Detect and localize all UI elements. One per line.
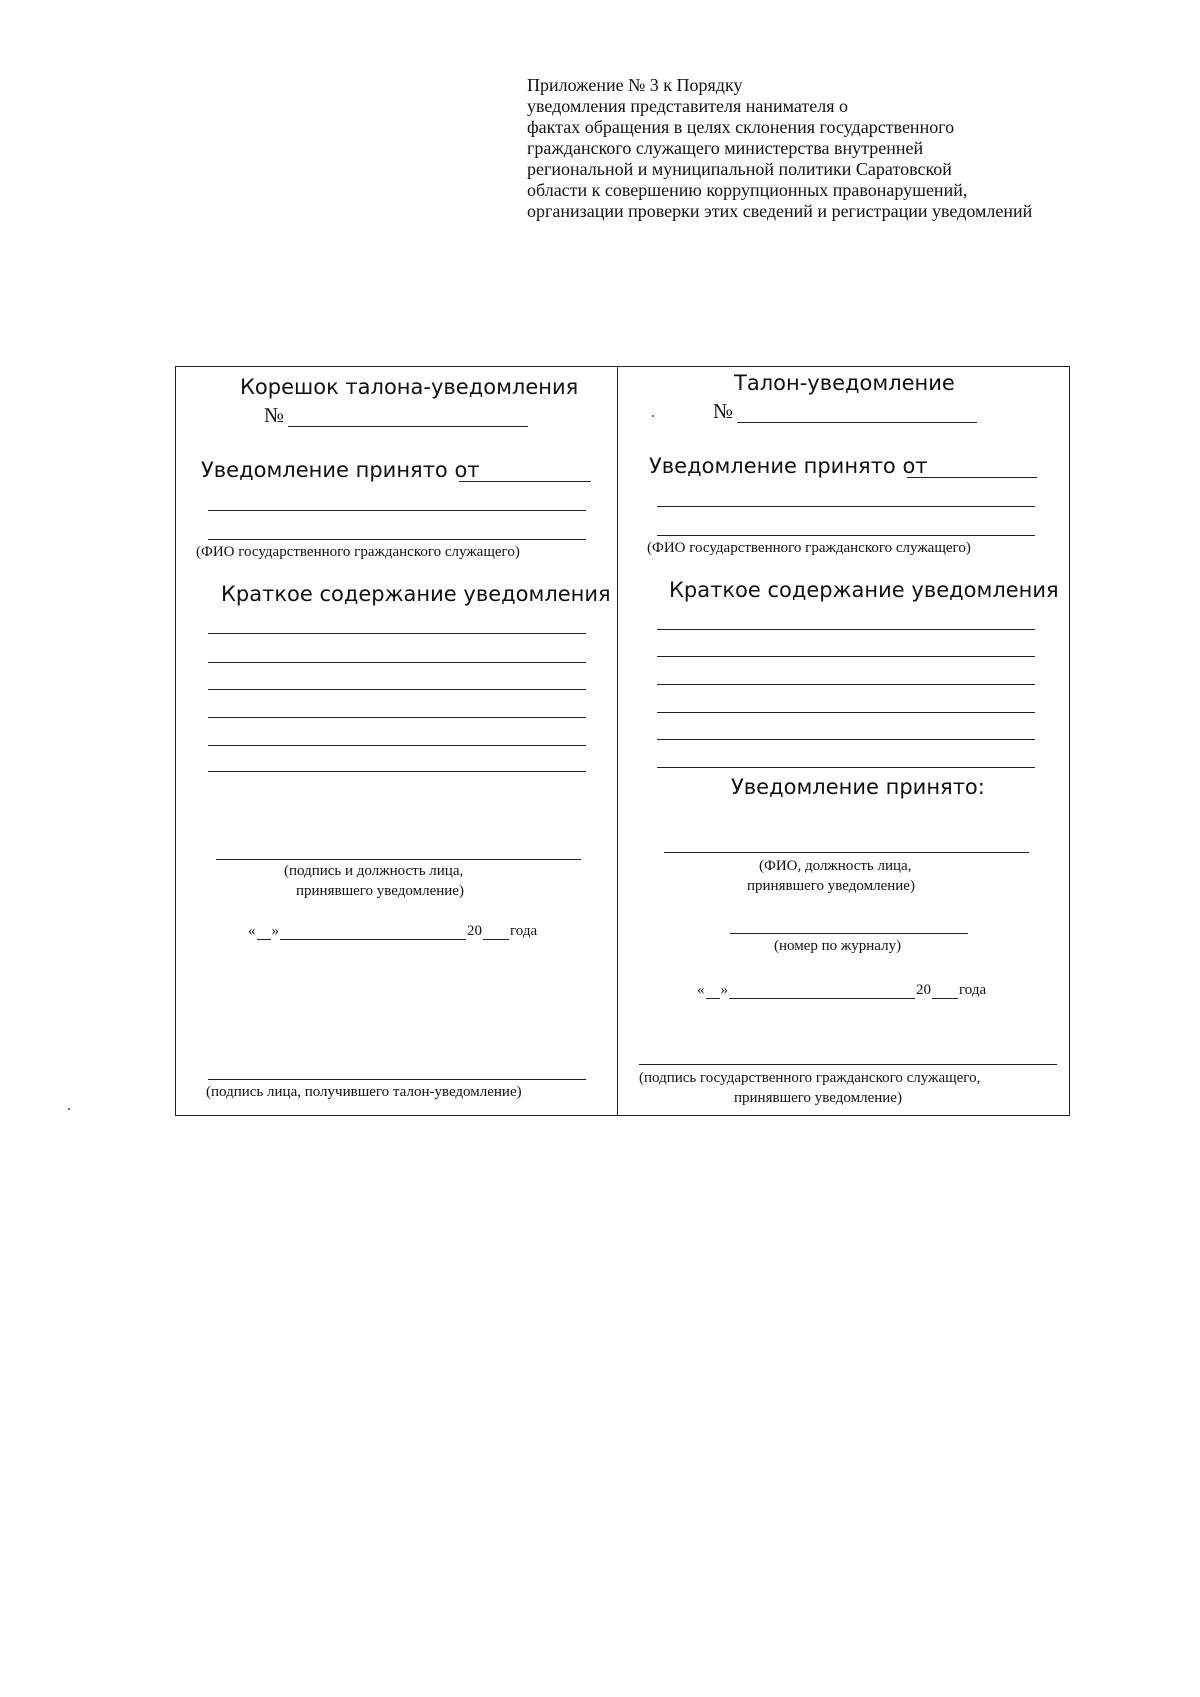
stub-received-from: Уведомление принято от <box>201 458 480 482</box>
notification-form <box>175 366 1070 1116</box>
stub-summary-line[interactable] <box>208 633 586 634</box>
scan-dot <box>68 1108 70 1110</box>
stub-summary-line[interactable] <box>208 745 586 746</box>
stub-summary-line[interactable] <box>208 717 586 718</box>
stub-fio-field-line[interactable] <box>208 539 586 540</box>
ticket-column <box>619 367 1069 1115</box>
ticket-summary-line[interactable] <box>657 767 1035 768</box>
date-month-field[interactable] <box>280 925 466 940</box>
date-close-quote: » <box>720 982 728 998</box>
ticket-received-from: Уведомление принято от <box>649 454 928 478</box>
column-divider <box>617 367 618 1115</box>
appendix-header <box>527 75 1147 222</box>
ticket-signature-field[interactable] <box>639 1064 1057 1065</box>
stub-number-label: № <box>264 403 285 427</box>
stub-date <box>248 923 537 940</box>
stub-title: Корешок талона-уведомления <box>240 375 579 399</box>
stub-summary-line[interactable] <box>208 771 586 772</box>
ticket-fio-field-line[interactable] <box>657 535 1035 536</box>
ticket-title: Талон-уведомление <box>734 371 955 395</box>
date-year-field[interactable] <box>932 984 958 999</box>
ticket-signature-caption-1: (подпись государственного гражданского служащего, <box>639 1070 981 1086</box>
ticket-date <box>697 982 986 999</box>
stub-signature-field[interactable] <box>216 859 581 860</box>
header-line: области к совершению коррупционных правонарушений, <box>527 180 968 200</box>
stub-fio-caption: (ФИО государственного гражданского служащего) <box>196 544 520 560</box>
stub-summary-line[interactable] <box>208 689 586 690</box>
header-line: гражданского служащего министерства внутренней <box>527 138 924 158</box>
stub-summary-line[interactable] <box>208 662 586 663</box>
stub-number-field[interactable] <box>288 426 528 427</box>
stub-signature-caption-1: (подпись и должность лица, <box>284 863 464 879</box>
date-month-field[interactable] <box>729 984 915 999</box>
header-line: организации проверки этих сведений и регистрации уведомлений <box>527 201 1033 221</box>
header-line: фактах обращения в целях склонения государственного <box>527 117 955 137</box>
ticket-fio-caption: (ФИО государственного гражданского служащего) <box>647 540 971 556</box>
ticket-journal-number-field[interactable] <box>730 933 968 934</box>
ticket-accepted-field[interactable] <box>664 852 1029 853</box>
ticket-accepted-caption-1: (ФИО, должность лица, <box>759 858 912 874</box>
ticket-signature-caption-2: принявшего уведомление) <box>734 1090 902 1106</box>
stub-receiver-signature-field[interactable] <box>208 1079 586 1080</box>
ticket-summary-line[interactable] <box>657 684 1035 685</box>
date-close-quote: » <box>271 923 279 939</box>
date-day-field[interactable] <box>706 984 720 999</box>
ticket-fio-field-line[interactable] <box>657 506 1035 507</box>
ticket-summary-line[interactable] <box>657 712 1035 713</box>
ticket-number-label: № <box>713 399 734 423</box>
header-line: Приложение № 3 к Порядку <box>527 75 743 95</box>
ticket-accepted-title: Уведомление принято: <box>731 775 985 799</box>
date-year-field[interactable] <box>483 925 509 940</box>
header-line: уведомления представителя нанимателя о <box>527 96 849 116</box>
ticket-summary-title: Краткое содержание уведомления <box>669 578 1059 602</box>
stub-received-from-field[interactable] <box>459 481 591 482</box>
ticket-journal-caption: (номер по журналу) <box>774 938 902 954</box>
date-year-suffix: года <box>510 923 538 939</box>
ticket-summary-line[interactable] <box>657 656 1035 657</box>
date-open-quote: « <box>248 923 256 939</box>
date-day-field[interactable] <box>257 925 271 940</box>
ticket-summary-line[interactable] <box>657 739 1035 740</box>
stub-signature-caption-2: принявшего уведомление) <box>296 883 464 899</box>
stub-summary-title: Краткое содержание уведомления <box>221 582 611 606</box>
date-year-prefix: 20 <box>467 923 482 939</box>
ticket-accepted-caption-2: принявшего уведомление) <box>747 878 915 894</box>
date-year-prefix: 20 <box>916 982 931 998</box>
stub-receiver-caption: (подпись лица, получившего талон-уведомление) <box>206 1084 522 1100</box>
header-line: региональной и муниципальной политики Саратовской <box>527 159 952 179</box>
ticket-number-field[interactable] <box>737 422 977 423</box>
ticket-summary-line[interactable] <box>657 629 1035 630</box>
stub-column <box>176 367 617 1115</box>
ticket-received-from-field[interactable] <box>907 477 1037 478</box>
stub-fio-field-line[interactable] <box>208 510 586 511</box>
date-open-quote: « <box>697 982 705 998</box>
date-year-suffix: года <box>959 982 987 998</box>
